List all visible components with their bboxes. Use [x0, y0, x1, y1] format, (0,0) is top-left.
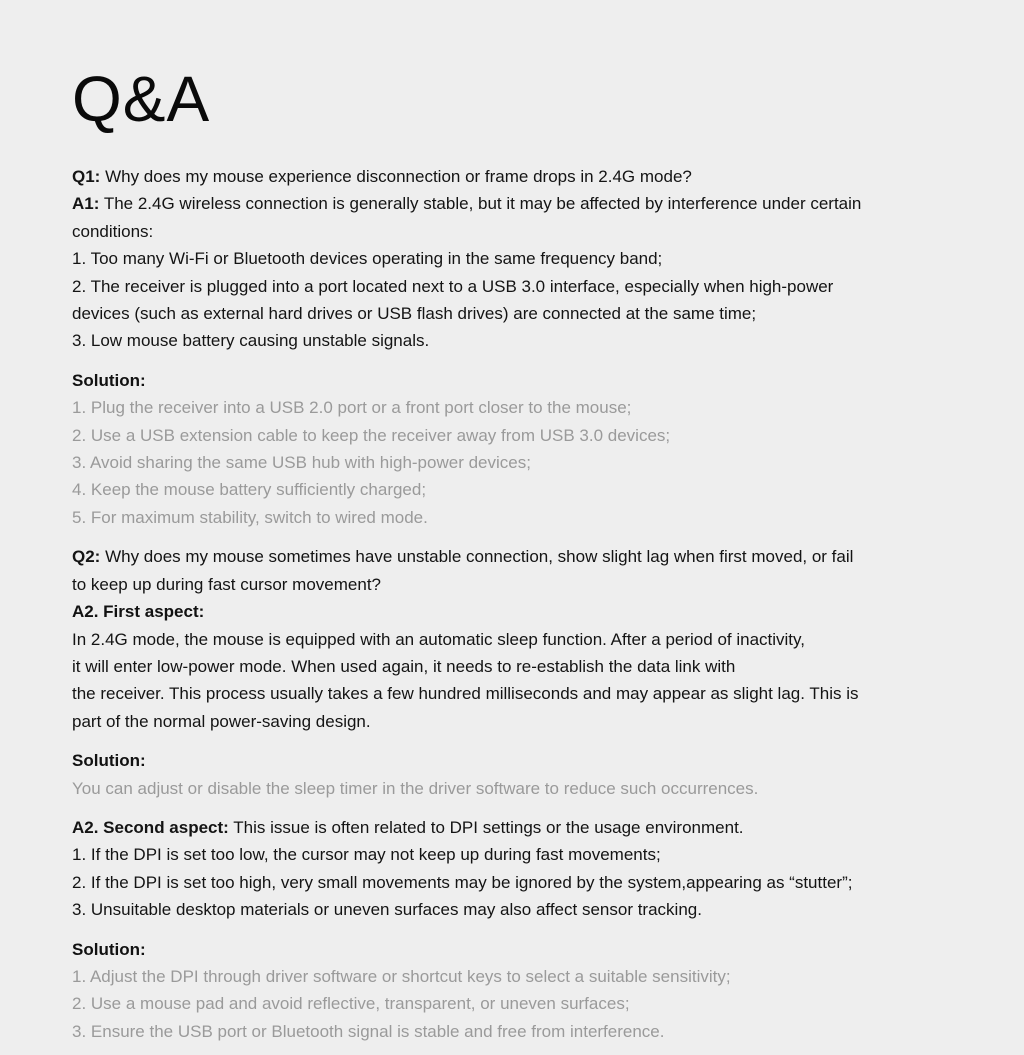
- answer-1-line: conditions:: [72, 221, 154, 241]
- page-title: Q&A: [72, 63, 211, 135]
- answer-2-first-line: In 2.4G mode, the mouse is equipped with an automatic sleep function. After a period of inactivity,: [72, 629, 805, 649]
- answer-1-line: A1: The 2.4G wireless connection is generally stable, but it may be affected by interference under certain: [72, 194, 862, 214]
- question-2-line: to keep up during fast cursor movement?: [72, 574, 381, 594]
- spacer: [72, 802, 1012, 814]
- solution-1-item: 5. For maximum stability, switch to wired mode.: [72, 507, 428, 527]
- solution-1-item: 2. Use a USB extension cable to keep the receiver away from USB 3.0 devices;: [72, 425, 671, 445]
- spacer: [72, 735, 1012, 747]
- answer-2-second-label: A2. Second aspect:: [72, 817, 229, 837]
- solution-3-item: 1. Adjust the DPI through driver software or shortcut keys to select a suitable sensitivity;: [72, 966, 731, 986]
- spacer: [72, 355, 1012, 367]
- answer-2-first-line: the receiver. This process usually takes a few hundred milliseconds and may appear as slight lag. This is: [72, 684, 859, 704]
- answer-1-line: 1. Too many Wi-Fi or Bluetooth devices operating in the same frequency band;: [72, 249, 663, 269]
- answer-2-second-line: 1. If the DPI is set too low, the cursor may not keep up during fast movements;: [72, 845, 661, 865]
- question-1-label: Q1:: [72, 167, 101, 186]
- solution-1-heading: Solution:: [72, 370, 146, 390]
- solution-2-heading: Solution:: [72, 751, 146, 771]
- solution-1-item: 1. Plug the receiver into a USB 2.0 port or a front port closer to the mouse;: [72, 398, 632, 418]
- question-2: Q2: Why does my mouse sometimes have unstable connection, show slight lag when first moved, or fail: [72, 547, 854, 567]
- spacer: [72, 924, 1012, 936]
- answer-2-first-line: it will enter low-power mode. When used again, it needs to re-establish the data link with: [72, 656, 736, 676]
- answer-2-second-line: 2. If the DPI is set too high, very small movements may be ignored by the system,appearing as “stutter”;: [72, 872, 853, 892]
- question-2-label: Q2:: [72, 547, 101, 567]
- answer-1-line: 2. The receiver is plugged into a port located next to a USB 3.0 interface, especially when high-power: [72, 276, 834, 296]
- solution-3-item: 2. Use a mouse pad and avoid reflective, transparent, or uneven surfaces;: [72, 994, 630, 1014]
- question-1: [72, 163, 1012, 190]
- answer-2-first-heading: A2. First aspect:: [72, 602, 205, 622]
- qa-content: [72, 163, 1012, 1045]
- answer-2-second: A2. Second aspect: This issue is often related to DPI settings or the usage environment.: [72, 817, 744, 837]
- solution-2-item: You can adjust or disable the sleep timer in the driver software to reduce such occurrences.: [72, 778, 759, 798]
- solution-1-item: 4. Keep the mouse battery sufficiently charged;: [72, 480, 427, 500]
- answer-1-label: A1:: [72, 194, 100, 214]
- answer-1-line: devices (such as external hard drives or USB flash drives) are connected at the same time;: [72, 304, 757, 324]
- answer-1-line: 3. Low mouse battery causing unstable signals.: [72, 331, 430, 351]
- answer-2-first-line: part of the normal power-saving design.: [72, 711, 371, 731]
- solution-3-heading: Solution:: [72, 939, 146, 959]
- question-1-text: Why does my mouse experience disconnection or frame drops in 2.4G mode?: [100, 167, 692, 186]
- spacer: [72, 531, 1012, 543]
- solution-1-item: 3. Avoid sharing the same USB hub with high-power devices;: [72, 453, 531, 473]
- answer-2-second-line: 3. Unsuitable desktop materials or uneven surfaces may also affect sensor tracking.: [72, 900, 702, 920]
- solution-3-item: 3. Ensure the USB port or Bluetooth signal is stable and free from interference.: [72, 1021, 665, 1041]
